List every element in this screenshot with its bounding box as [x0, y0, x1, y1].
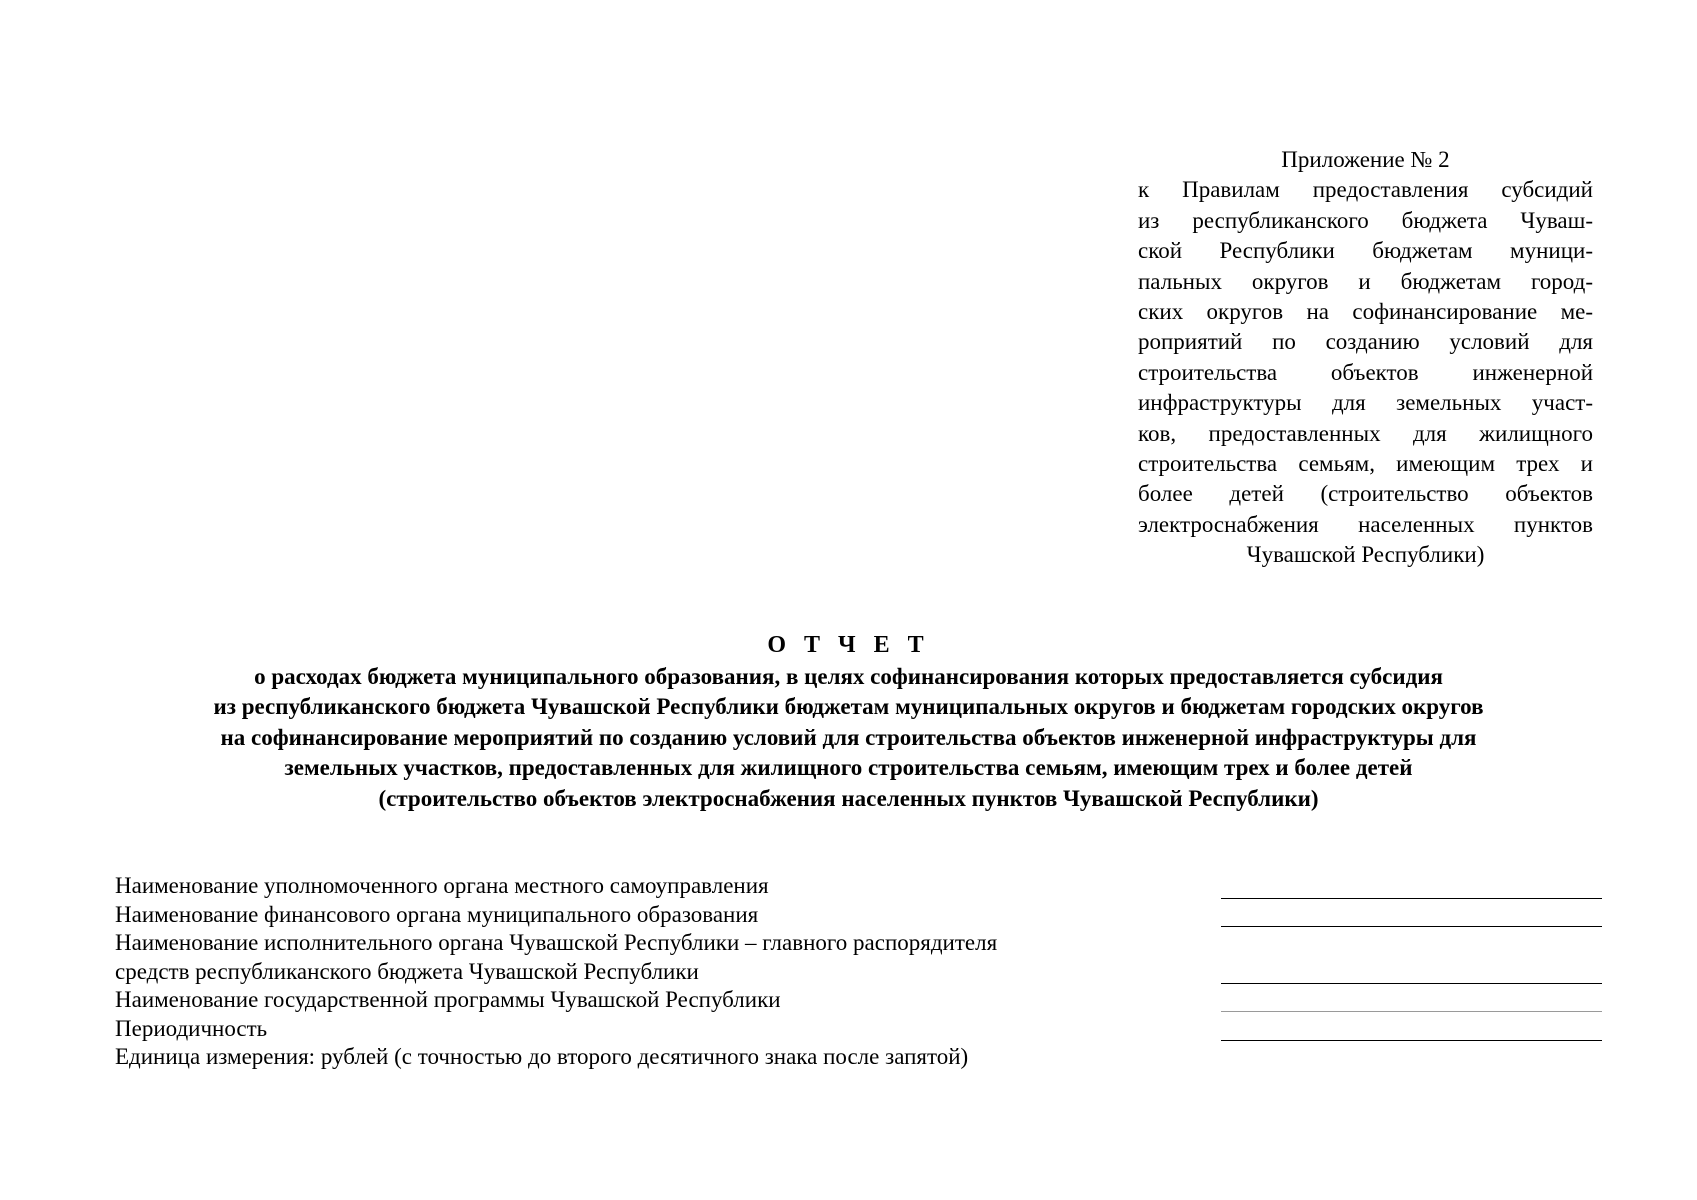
appendix-line: строительства объектов инженерной [1138, 359, 1593, 385]
field-executive-body-cont: средств республиканского бюджета Чувашской Республики [115, 958, 699, 984]
appendix-line: электроснабжения населенных пунктов [1138, 511, 1593, 537]
field-authorized-body: Наименование уполномоченного органа местного самоуправления [115, 873, 769, 898]
report-subtitle-line: земельных участков, предоставленных для жилищного строительства семьям, имеющим трех и более детей [284, 755, 1413, 780]
report-subtitle-line: из республиканского бюджета Чувашской Республики бюджетам муниципальных округов и бюджетам городских округов [213, 694, 1484, 719]
report-subtitle-line: на софинансирование мероприятий по созданию условий для строительства объектов инженерной инфраструктуры для [220, 724, 1477, 750]
report-title: О Т Ч Е Т [767, 632, 930, 658]
appendix-line: ской Республики бюджетам муници- [1138, 238, 1593, 264]
appendix-line: более детей (строительство объектов [1138, 481, 1593, 507]
field-unit: Единица измерения: рублей (с точностью до второго десятичного знака после запятой) [115, 1044, 969, 1069]
appendix-line: строительства семьям, имеющим трех и [1138, 451, 1593, 477]
fill-line-financial-body[interactable] [1221, 926, 1602, 927]
fill-line-periodicity[interactable] [1221, 1040, 1602, 1041]
appendix-title: Приложение № 2 [1281, 147, 1450, 172]
appendix-line: ских округов на софинансирование ме- [1138, 299, 1593, 325]
fill-line-executive-body[interactable] [1221, 983, 1602, 984]
appendix-body [1138, 175, 1593, 570]
appendix-line: инфраструктуры для земельных участ- [1138, 390, 1593, 416]
field-state-program: Наименование государственной программы Чувашской Республики [115, 987, 781, 1012]
report-subtitle-line: (строительство объектов электроснабжения населенных пунктов Чувашской Республики) [378, 785, 1319, 811]
report-fields [115, 872, 1115, 1072]
field-financial-body: Наименование финансового органа муниципального образования [115, 901, 759, 927]
field-executive-body: Наименование исполнительного органа Чувашской Республики – главного распорядителя [115, 930, 998, 955]
report-heading [100, 630, 1597, 814]
fill-line-authorized-body[interactable] [1221, 898, 1602, 899]
field-periodicity: Периодичность [115, 1015, 268, 1041]
appendix-line: пальных округов и бюджетам город- [1138, 268, 1593, 294]
appendix-line: из республиканского бюджета Чуваш- [1138, 207, 1593, 233]
appendix-line: к Правилам предоставления субсидий [1138, 177, 1593, 203]
report-subtitle-line: о расходах бюджета муниципального образования, в целях софинансирования которых предоставляется субсидия [254, 663, 1443, 689]
appendix-line: Чувашской Республики) [1246, 542, 1485, 568]
appendix-block [1138, 145, 1593, 571]
appendix-line: роприятий по созданию условий для [1138, 329, 1593, 355]
report-subtitle [100, 662, 1597, 815]
fill-line-state-program[interactable] [1221, 1011, 1602, 1012]
appendix-line: ков, предоставленных для жилищного [1138, 420, 1593, 446]
